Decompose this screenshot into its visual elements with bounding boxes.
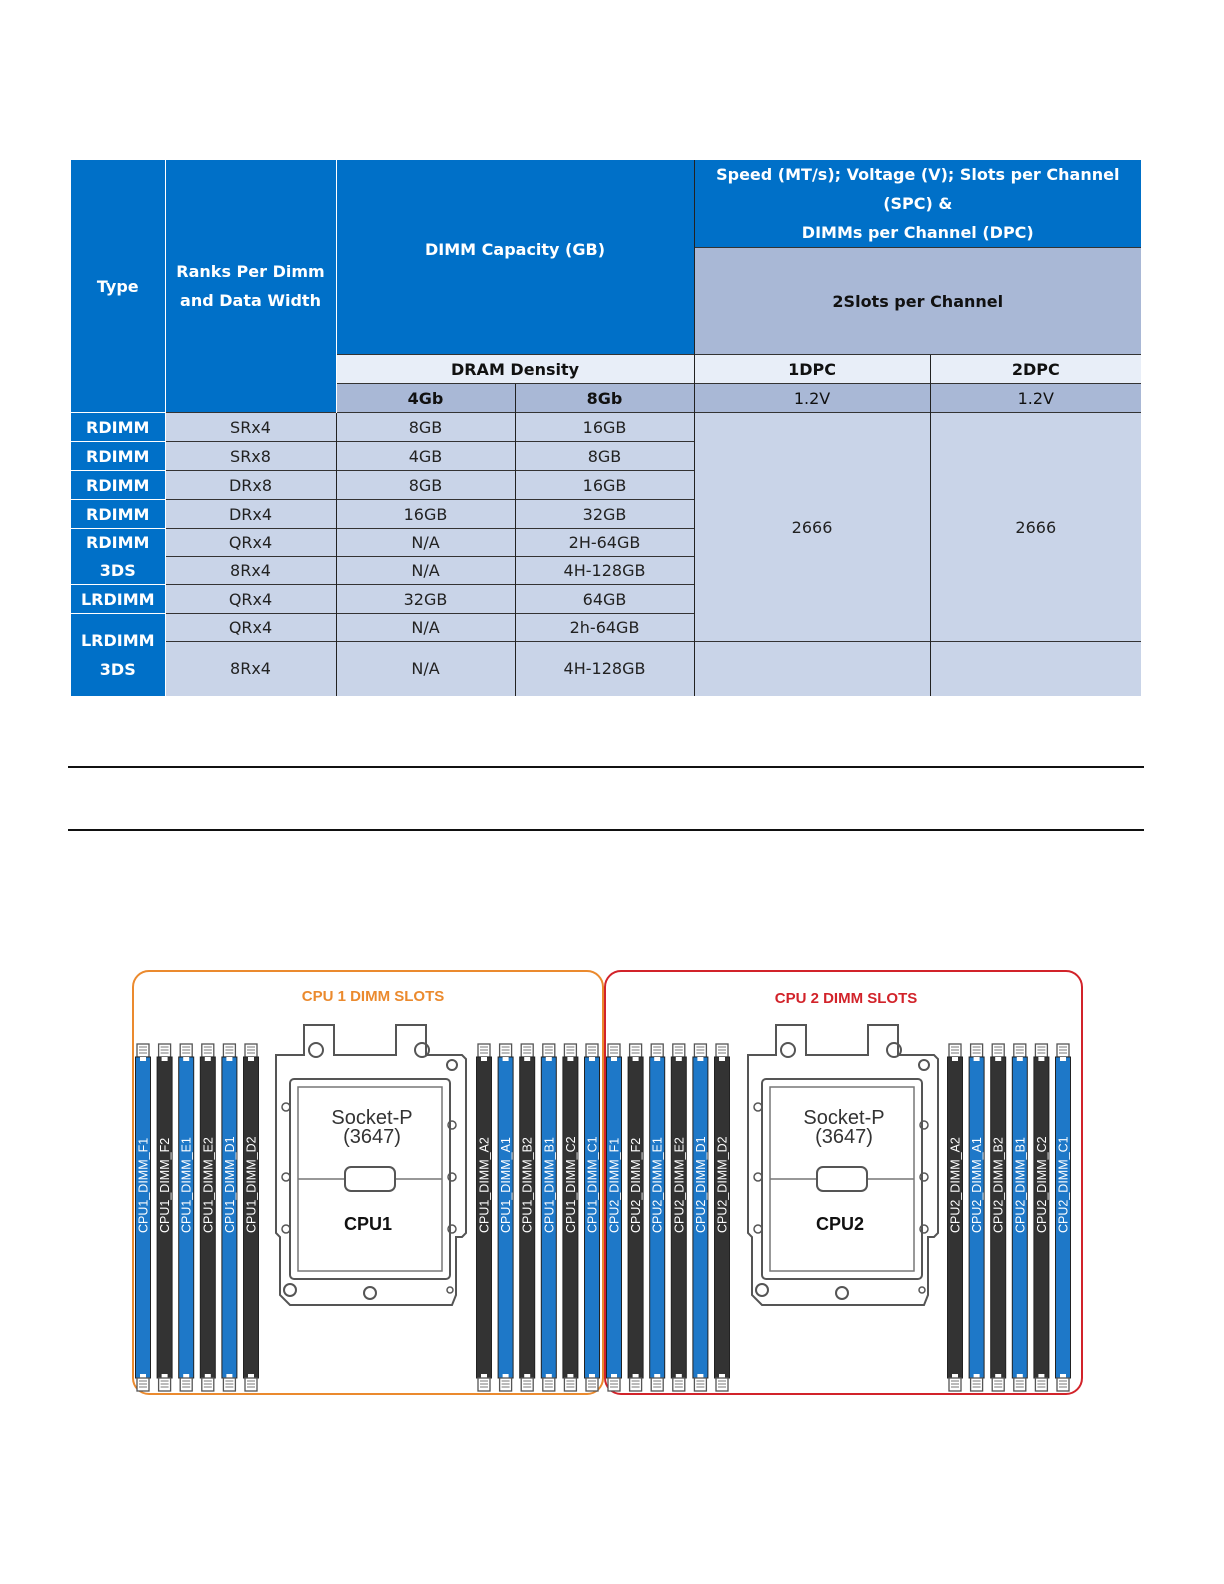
row-cap-8gb: 32GB	[515, 500, 694, 529]
row-rank: DRx4	[165, 500, 336, 529]
dimm-slot-label: CPU1_DIMM_D1	[222, 1136, 237, 1233]
row-rank: SRx4	[165, 413, 336, 442]
slot-key	[995, 1057, 1001, 1061]
row-rank: 8Rx4	[165, 557, 336, 585]
dimm-slot-label: CPU1_DIMM_B1	[542, 1137, 557, 1233]
dimm-slot	[520, 1044, 535, 1391]
dimm-slot-label: CPU1_DIMM_E1	[179, 1137, 194, 1233]
cpu2-right-slots	[948, 1044, 1071, 1391]
row-cap-4gb: N/A	[336, 557, 515, 585]
row-type: RDIMM	[71, 471, 165, 500]
slot-key	[974, 1057, 980, 1061]
cpu2-socket	[748, 1025, 938, 1305]
dimm-slot	[222, 1044, 237, 1391]
slot-key	[1017, 1057, 1023, 1061]
dimm-slot	[136, 1044, 151, 1391]
socket-center-key	[817, 1167, 867, 1191]
slot-key	[1038, 1057, 1044, 1061]
dimm-slot	[1034, 1044, 1049, 1391]
slot-key	[524, 1057, 530, 1061]
row-rank: QRx4	[165, 585, 336, 614]
slot-key	[676, 1057, 682, 1061]
cpu1-dimm-slots-title: CPU 1 DIMM SLOTS	[301, 988, 445, 1005]
cpu1-group	[133, 971, 603, 1394]
dimm-slot	[991, 1044, 1006, 1391]
header-4gb: 4Gb	[336, 384, 515, 413]
dimm-slot-label: CPU1_DIMM_C2	[563, 1136, 578, 1233]
slot-key	[719, 1057, 725, 1061]
row-cap-4gb: 32GB	[336, 585, 515, 614]
dimm-slot	[585, 1044, 600, 1391]
row-cap-8gb: 16GB	[515, 413, 694, 442]
cpu2-left-slots	[607, 1044, 730, 1391]
header-speed-line2: DIMMs per Channel (DPC)	[801, 223, 1034, 242]
dimm-slot	[1012, 1044, 1027, 1391]
slot-key	[481, 1057, 487, 1061]
header-1dpc: 1DPC	[694, 355, 930, 384]
slot-key	[567, 1057, 573, 1061]
speed-2dpc: 2666	[930, 413, 1141, 642]
row-type: RDIMM	[71, 500, 165, 529]
cpu-label: CPU1	[343, 1214, 393, 1234]
dimm-slot	[541, 1044, 556, 1391]
row-cap-4gb: 8GB	[336, 413, 515, 442]
dimm-slot	[157, 1044, 172, 1391]
row-cap-8gb: 16GB	[515, 471, 694, 500]
dimm-slot-label: CPU2_DIMM_C2	[1034, 1136, 1049, 1233]
slot-key	[654, 1057, 660, 1061]
slot-key	[183, 1057, 189, 1061]
slot-key	[633, 1057, 639, 1061]
dimm-slot	[969, 1044, 984, 1391]
cpu-label: CPU2	[815, 1214, 865, 1234]
slot-key	[140, 1057, 146, 1061]
dimm-slot	[477, 1044, 492, 1391]
header-capacity: DIMM Capacity (GB)	[336, 160, 694, 355]
dimm-slot	[628, 1044, 643, 1391]
row-cap-4gb: N/A	[336, 642, 515, 696]
socket-number: (3647)	[815, 1126, 873, 1148]
header-type: Type	[71, 160, 165, 413]
dimm-slot-label: CPU1_DIMM_D2	[244, 1136, 259, 1233]
dimm-slot-label: CPU1_DIMM_A2	[477, 1137, 492, 1233]
row-cap-4gb: 16GB	[336, 500, 515, 529]
dimm-slot	[607, 1044, 622, 1391]
header-voltage-1dpc: 1.2V	[694, 384, 930, 413]
row-type-line2: 3DS	[99, 659, 136, 679]
slot-key	[248, 1057, 254, 1061]
row-cap-4gb: 8GB	[336, 471, 515, 500]
dimm-slot	[715, 1044, 730, 1391]
slot-key	[226, 1057, 232, 1061]
socket-label: Socket-P	[803, 1107, 885, 1129]
header-ranks-line1: Ranks Per Dimm	[176, 262, 325, 281]
dimm-slot-label: CPU2_DIMM_A1	[970, 1137, 985, 1233]
slot-key	[589, 1057, 595, 1061]
dimm-slot-label: CPU2_DIMM_F1	[607, 1137, 622, 1233]
dimm-slot-label: CPU2_DIMM_C1	[1056, 1136, 1071, 1233]
slot-key	[1060, 1057, 1066, 1061]
row-type-line1: LRDIMM	[80, 630, 155, 650]
cpu2-dimm-slots-title: CPU 2 DIMM SLOTS	[774, 990, 918, 1007]
row-rank: 8Rx4	[165, 642, 336, 696]
socket-bracket	[276, 1025, 466, 1305]
dimm-slot-label: CPU2_DIMM_F2	[629, 1137, 644, 1233]
row-cap-8gb: 64GB	[515, 585, 694, 614]
row-cap-8gb: 2h-64GB	[515, 614, 694, 642]
row-cap-4gb: N/A	[336, 614, 515, 642]
dimm-slot	[1056, 1044, 1071, 1391]
socket-label: Socket-P	[331, 1107, 413, 1129]
row-cap-8gb: 2H-64GB	[515, 529, 694, 557]
row-cap-8gb: 8GB	[515, 442, 694, 471]
slot-key	[162, 1057, 168, 1061]
dimm-slot-label: CPU1_DIMM_E2	[201, 1137, 216, 1233]
row-rank: SRx8	[165, 442, 336, 471]
row-type: RDIMM	[71, 413, 165, 442]
dimm-slot-label: CPU1_DIMM_A1	[499, 1137, 514, 1233]
dimm-slot	[650, 1044, 665, 1391]
cpu1-socket	[276, 1025, 466, 1305]
dimm-slot	[179, 1044, 194, 1391]
dimm-slot-label: CPU2_DIMM_D1	[693, 1136, 708, 1233]
row-cap-4gb: 4GB	[336, 442, 515, 471]
dimm-slot	[200, 1044, 215, 1391]
socket-number: (3647)	[343, 1126, 401, 1148]
header-voltage-2dpc: 1.2V	[930, 384, 1141, 413]
dimm-slot-label: CPU2_DIMM_B1	[1013, 1137, 1028, 1233]
slot-key	[697, 1057, 703, 1061]
dimm-slot-label: CPU2_DIMM_D2	[715, 1136, 730, 1233]
row-type: RDIMM	[71, 442, 165, 471]
header-ranks-line2: and Data Width	[180, 291, 321, 310]
row-type: LRDIMM	[71, 585, 165, 614]
header-slots-per-channel: 2Slots per Channel	[694, 248, 1141, 355]
dimm-slot	[244, 1044, 259, 1391]
socket-bracket	[748, 1025, 938, 1305]
socket-center-key	[345, 1167, 395, 1191]
header-8gb: 8Gb	[515, 384, 694, 413]
row-cap-4gb: N/A	[336, 529, 515, 557]
dimm-slot-label: CPU1_DIMM_F2	[158, 1137, 173, 1233]
dimm-slot	[693, 1044, 708, 1391]
row-cap-8gb: 4H-128GB	[515, 642, 694, 696]
dimm-slot	[948, 1044, 963, 1391]
dimm-slot-label: CPU1_DIMM_C1	[585, 1136, 600, 1233]
row-cap-8gb: 4H-128GB	[515, 557, 694, 585]
row-rank: QRx4	[165, 614, 336, 642]
dimm-slot	[563, 1044, 578, 1391]
dimm-slot-label: CPU1_DIMM_F1	[136, 1137, 151, 1233]
row-type: RDIMM	[71, 529, 165, 557]
dimm-slot-label: CPU2_DIMM_E1	[650, 1137, 665, 1233]
slot-key	[546, 1057, 552, 1061]
slot-key	[205, 1057, 211, 1061]
cpu2-group	[605, 971, 1082, 1394]
cpu1-left-slots	[136, 1044, 259, 1391]
dimm-slot-label: CPU2_DIMM_A2	[948, 1137, 963, 1233]
dimm-slot	[498, 1044, 513, 1391]
header-2dpc: 2DPC	[930, 355, 1141, 384]
dimm-slot-label: CPU1_DIMM_B2	[520, 1137, 535, 1233]
dimm-slot	[671, 1044, 686, 1391]
dimm-slot-label: CPU2_DIMM_E2	[672, 1137, 687, 1233]
header-speed-line1: Speed (MT/s); Voltage (V); Slots per Channel (SPC) &	[716, 165, 1120, 213]
header-dram-density: DRAM Density	[336, 355, 694, 384]
cpu1-right-slots	[477, 1044, 600, 1391]
slot-key	[503, 1057, 509, 1061]
dimm-slot-label: CPU2_DIMM_B2	[991, 1137, 1006, 1233]
slot-key	[952, 1057, 958, 1061]
row-type: 3DS	[71, 557, 165, 585]
speed-1dpc: 2666	[694, 413, 930, 642]
slot-key	[611, 1057, 617, 1061]
row-rank: DRx8	[165, 471, 336, 500]
row-rank: QRx4	[165, 529, 336, 557]
